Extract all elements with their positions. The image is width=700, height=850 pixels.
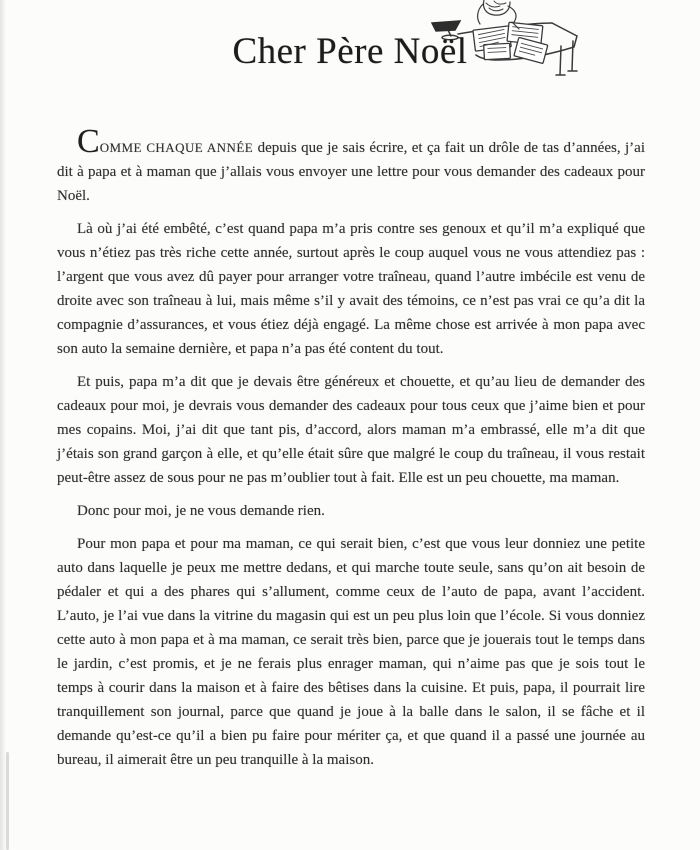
smallcaps-lead: OMME CHAQUE ANNÉE: [99, 140, 254, 155]
letter-paragraph: Pour mon papa et pour ma maman, ce qui serait bien, c’est que vous leur donniez une petite auto dans laquelle je peux me mettre dedans, et qui marche toute seule, sans qu’on ait besoin de pédaler et qui a des phares qui s’allument, comme ceux de l’auto de papa, avant l’accident. L’auto, je l’ai vue dans la vitrine du magasin qui est un peu plus loin que l’école. Si vous donniez cette auto à mon papa et à ma maman, ce serait très bien, parce que je jouerais tout le temps dans le jardin, c’est promis, et je ne ferais plus enrager maman, qui n’aime pas que je sois tout le temps à courir dans la maison et à faire des bêtises dans la cuisine. Et puis, papa, il pourrait lire tranquillement son journal, parce que quand je joue à la balle dans le salon, il se fâche et il demande qu’est-ce qu’il a bien pu faire pour mériter ça, et que quand il a passé une journée au bureau, il aimerait être un peu tranquille à la maison.: [57, 536, 645, 768]
page-title: Cher Père Noël: [232, 31, 468, 72]
letter-paragraph: Et puis, papa m’a dit que je devais être généreux et chouette, et qu’au lieu de demander des cadeaux pour moi, je devrais vous demander des cadeaux pour tous ceux que j’aime bien et pour mes copains. Moi, j’ai dit que tant pis, d’accord, alors maman m’a embrassé, elle m’a dit que j’étais son grand garçon à elle, et qu’elle était sûre que malgré le coup du traîneau, il vous restait peut-être assez de sous pour ne pas m’oublier tout à fait. Elle est un peu chouette, ma maman.: [57, 374, 645, 486]
letter-paragraph: Donc pour moi, je ne vous demande rien.: [77, 503, 325, 519]
letter-paragraph: Là où j’ai été embêté, c’est quand papa m’a pris contre ses genoux et qu’il m’a expliqué que vous n’étiez pas très riche cette année, surtout après le coup auquel vous ne vous attendiez pas : l’argent que vous avez dû payer pour arranger votre traîneau, quand l’autre imbécile est venu de droite avec son traîneau à lui, mais même s’il y avait des témoins, ce n’est pas vrai ce qu’a dit la compagnie d’assurances, et vous étiez déjà engagé. La même chose est arrivée à mon papa avec son auto la semaine dernière, et papa n’a pas été content du tout.: [57, 221, 645, 357]
dropcap-initial: C: [77, 123, 100, 160]
letter-body: [57, 123, 645, 781]
paragraph-text: depuis que je sais écrire, et ça fait un drôle de tas d’années, j’ai dit à papa et à maman que j’allais vous envoyer une lettre pour vous demander des cadeaux pour Noël.: [57, 140, 645, 204]
page-edge-shadow: [6, 752, 9, 850]
letter-paragraph: [57, 123, 645, 208]
